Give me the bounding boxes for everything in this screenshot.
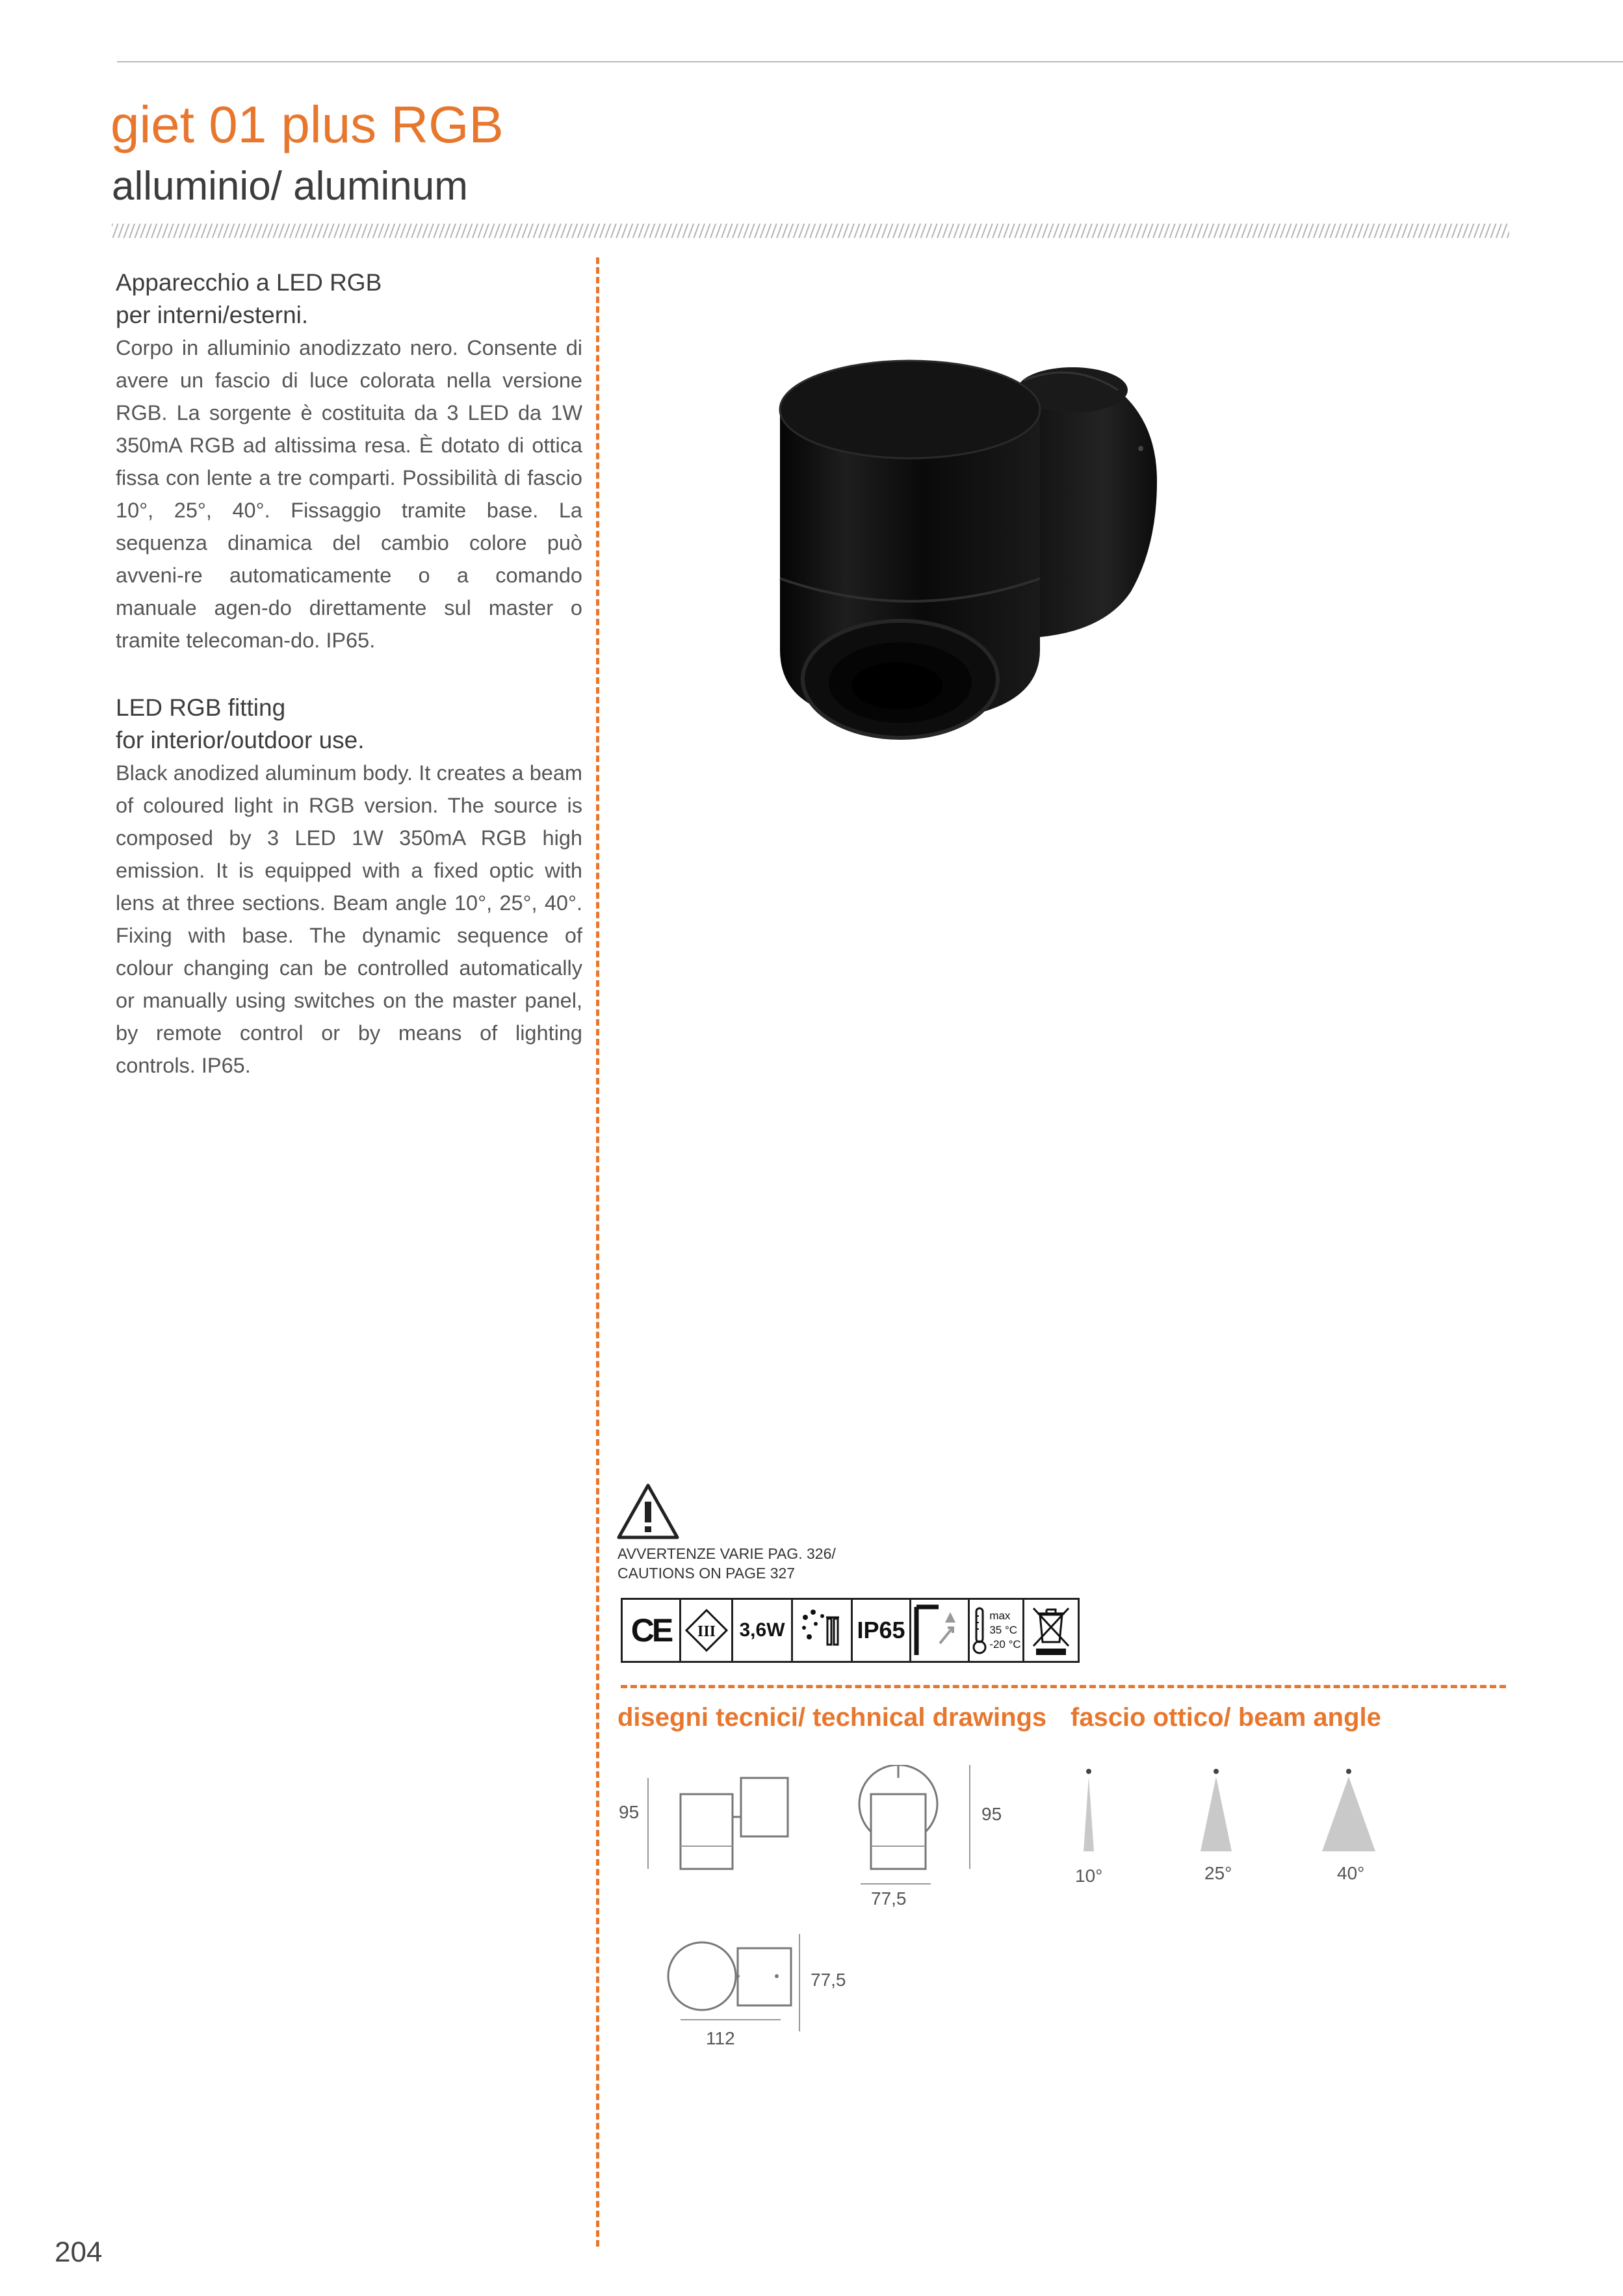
temperature-max-value: 35 °C — [989, 1624, 1018, 1636]
beam-cone-25 — [1193, 1765, 1254, 1856]
product-material: alluminio/ aluminum — [112, 164, 468, 209]
drawing-side-view — [640, 1765, 803, 1879]
certification-bar — [621, 1598, 1080, 1663]
class-iii-icon — [681, 1600, 733, 1661]
beam-angle-heading: fascio ottico/ beam angle — [1071, 1703, 1381, 1732]
warning-triangle-icon — [616, 1482, 681, 1541]
beam-cone-10 — [1076, 1765, 1137, 1856]
description-english-heading-2: for interior/outdoor use. — [116, 727, 365, 753]
technical-drawings-heading: disegni tecnici/ technical drawings — [617, 1703, 1047, 1732]
description-english — [116, 692, 582, 1082]
product-title: giet 01 plus RGB — [110, 96, 504, 153]
dim-front-height: 95 — [981, 1804, 1002, 1824]
column-divider — [596, 257, 599, 2247]
beam-cone-40 — [1316, 1765, 1388, 1856]
temperature-min-value: -20 °C — [989, 1638, 1021, 1650]
top-rule — [117, 61, 1623, 62]
ce-mark-icon: CE — [623, 1600, 681, 1661]
description-italian-heading-2: per interni/esterni. — [116, 302, 309, 328]
beam-label-10: 10° — [1075, 1866, 1103, 1886]
ip65-icon: IP65 — [853, 1600, 911, 1661]
weee-bin-icon — [1024, 1600, 1078, 1661]
drawing-top-view — [666, 1934, 809, 2038]
dim-top-length: 112 — [706, 2028, 735, 2048]
power-rating: 3,6W — [733, 1600, 793, 1661]
description-english-body: Black anodized aluminum body. It creates a beam of coloured light in RGB version. The source is composed by 3 LED 1W 350mA RGB high emission. It is equipped with a fixed optic with lens at three sections. Beam angle 10°, 25°, 40°. Fixing with base. The dynamic sequence of colour changing can be controlled automatically or manually using switches on the master panel, by remote control or by means of lighting controls. IP65. — [116, 761, 582, 1077]
temperature-icon — [970, 1600, 1024, 1661]
warnings-line-1: AVVERTENZE VARIE PAG. 326/ — [617, 1545, 836, 1562]
beam-label-25: 25° — [1204, 1863, 1232, 1883]
description-italian-body: Corpo in alluminio anodizzato nero. Consente di avere un fascio di luce colorata nella versione RGB. La sorgente è costituita da 3 LED da 1W 350mA RGB ad altissima resa. È dotato di ottica fissa con lente a tre comparti. Possibilità di fascio 10°, 25°, 40°. Fissaggio tramite base. La sequenza dinamica del cambio colore può avveni-re automaticamente o a comando manuale agen-do direttamente sul master o tramite telecoman-do. IP65. — [116, 336, 582, 652]
description-italian-heading-1: Apparecchio a LED RGB — [116, 269, 382, 296]
svg-text:III: III — [697, 1623, 716, 1640]
description-english-heading-1: LED RGB fitting — [116, 694, 286, 721]
dim-front-width: 77,5 — [871, 1888, 907, 1909]
hatch-divider — [112, 224, 1509, 238]
led-source-icon — [793, 1600, 853, 1661]
warnings-line-2: CAUTIONS ON PAGE 327 — [617, 1565, 796, 1582]
dim-top-depth: 77,5 — [811, 1970, 846, 1990]
warnings-text — [617, 1544, 836, 1583]
orientable-icon — [911, 1600, 970, 1661]
temperature-max-label: max — [989, 1610, 1011, 1622]
dim-side-height: 95 — [619, 1802, 640, 1822]
beam-label-40: 40° — [1337, 1863, 1365, 1883]
product-image — [767, 351, 1274, 754]
description-italian — [116, 267, 582, 657]
drawing-front-view — [851, 1765, 981, 1888]
page-number: 204 — [55, 2236, 103, 2268]
section-divider — [621, 1685, 1506, 1688]
